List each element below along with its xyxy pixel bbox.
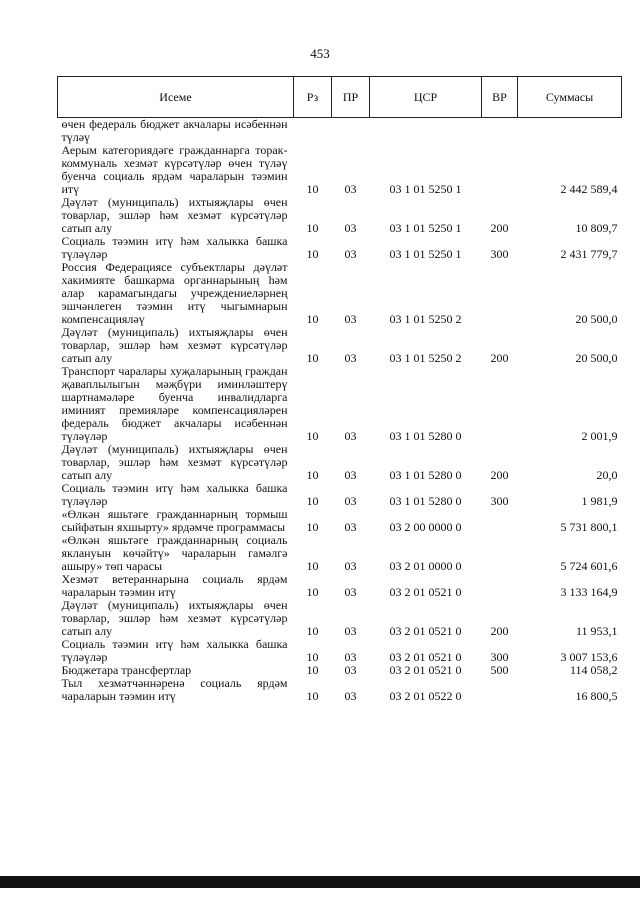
table-row xyxy=(58,573,622,599)
cell-pr: 03 xyxy=(344,559,357,573)
cell-sum: 20 500,0 xyxy=(575,312,618,326)
cell-rz: 10 xyxy=(306,247,319,261)
cell-name: Бюджетара трансфертлар xyxy=(61,663,192,677)
cell-rz: 10 xyxy=(306,663,319,677)
cell-sum: 2 431 779,7 xyxy=(560,247,618,261)
cell-name: Социаль тәэмин итү һәм халыкка башка түләүләр xyxy=(61,234,288,261)
cell-vr xyxy=(482,534,518,573)
cell-sum: 20,0 xyxy=(596,468,618,482)
table-row xyxy=(58,118,622,145)
cell-vr xyxy=(482,677,518,703)
cell-rz: 10 xyxy=(306,559,319,573)
cell-rz: 10 xyxy=(306,468,319,482)
cell-name: Дәүләт (муниципаль) ихтыяҗлары өчен товарлар, эшләр һәм хезмәт күрсәтүләр сатып алу xyxy=(61,442,288,482)
cell-rz xyxy=(294,118,332,145)
cell-vr: 200 xyxy=(490,351,509,365)
cell-vr xyxy=(482,365,518,443)
cell-rz: 10 xyxy=(306,520,319,534)
cell-sum: 114 058,2 xyxy=(569,663,618,677)
cell-pr: 03 xyxy=(344,429,357,443)
cell-sum: 20 500,0 xyxy=(575,351,618,365)
cell-pr: 03 xyxy=(344,312,357,326)
cell-csr xyxy=(370,118,482,145)
cell-name: Россия Федерациясе субъектлары дәүләт хакимияте башкарма органнарының һәм алар карамагындагы учреждениеләрнең эшчәнлеген тәэмин итү чыгымнарын компенсацияләү xyxy=(61,260,288,326)
cell-csr: 03 1 01 5280 0 xyxy=(389,494,462,508)
cell-pr: 03 xyxy=(344,468,357,482)
cell-pr: 03 xyxy=(344,221,357,235)
cell-rz: 10 xyxy=(306,494,319,508)
cell-name: Дәүләт (муниципаль) ихтыяҗлары өчен товарлар, эшләр һәм хезмәт күрсәтүләр сатып алу xyxy=(61,325,288,365)
cell-pr: 03 xyxy=(344,182,357,196)
cell-pr: 03 xyxy=(344,585,357,599)
cell-sum: 3 007 153,6 xyxy=(560,650,618,664)
cell-sum: 3 133 164,9 xyxy=(560,585,618,599)
cell-vr xyxy=(482,261,518,326)
cell-csr: 03 1 01 5250 2 xyxy=(389,351,462,365)
cell-rz: 10 xyxy=(306,312,319,326)
cell-vr: 200 xyxy=(490,221,509,235)
cell-csr: 03 2 01 0521 0 xyxy=(389,624,462,638)
table-body xyxy=(58,118,622,704)
cell-csr: 03 1 01 5250 1 xyxy=(389,247,462,261)
cell-vr: 300 xyxy=(490,650,509,664)
cell-csr: 03 2 01 0521 0 xyxy=(389,663,462,677)
header-vr: ВР xyxy=(482,77,518,118)
cell-pr: 03 xyxy=(344,624,357,638)
cell-name: өчен федераль бюджет акчалары исәбеннән түләү xyxy=(61,117,288,144)
cell-sum: 2 442 589,4 xyxy=(560,182,618,196)
cell-rz: 10 xyxy=(306,182,319,196)
cell-name: Дәүләт (муниципаль) ихтыяҗлары өчен товарлар, эшләр һәм хезмәт күрсәтүләр сатып алу xyxy=(61,598,288,638)
cell-vr: 500 xyxy=(490,663,509,677)
cell-csr: 03 1 01 5280 0 xyxy=(389,429,462,443)
cell-name: Тыл хезмәтчәннәренә социаль ярдәм чараларын тәэмин итү xyxy=(61,676,288,703)
cell-vr: 300 xyxy=(490,494,509,508)
cell-csr: 03 1 01 5250 1 xyxy=(389,182,462,196)
cell-vr xyxy=(482,118,518,145)
cell-name: Транспорт чаралары хуҗаларының граждан җаваплылыгын мәҗбүри иминләштерү шартнамәләре буенча инвалидларга иминият премияләре компенсацияләрен федераль бюджет акчалары исәбеннән түләүләр xyxy=(61,364,288,443)
header-sum: Суммасы xyxy=(518,77,622,118)
table-row xyxy=(58,196,622,235)
cell-csr: 03 2 01 0521 0 xyxy=(389,650,462,664)
header-pr: ПР xyxy=(332,77,370,118)
cell-pr: 03 xyxy=(344,351,357,365)
cell-vr xyxy=(482,144,518,196)
cell-name: Хезмәт ветераннарына социаль ярдәм чараларын тәэмин итү xyxy=(61,572,288,599)
table-row xyxy=(58,326,622,365)
cell-rz: 10 xyxy=(306,689,319,703)
cell-csr: 03 1 01 5280 0 xyxy=(389,468,462,482)
cell-sum: 16 800,5 xyxy=(575,689,618,703)
table-row xyxy=(58,482,622,508)
cell-rz: 10 xyxy=(306,624,319,638)
header-csr: ЦСР xyxy=(370,77,482,118)
cell-name: Социаль тәэмин итү һәм халыкка башка түләүләр xyxy=(61,481,288,508)
table-row xyxy=(58,599,622,638)
cell-sum: 1 981,9 xyxy=(581,494,618,508)
table-row xyxy=(58,144,622,196)
cell-sum xyxy=(518,118,622,145)
cell-sum: 2 001,9 xyxy=(581,429,618,443)
cell-vr: 300 xyxy=(490,247,509,261)
cell-pr: 03 xyxy=(344,689,357,703)
cell-sum: 5 731 800,1 xyxy=(560,520,618,534)
header-name: Исеме xyxy=(58,77,294,118)
table-row xyxy=(58,261,622,326)
cell-vr xyxy=(482,573,518,599)
cell-rz: 10 xyxy=(306,585,319,599)
table-row xyxy=(58,534,622,573)
cell-pr: 03 xyxy=(344,494,357,508)
table-row xyxy=(58,443,622,482)
cell-csr: 03 1 01 5250 2 xyxy=(389,312,462,326)
cell-rz: 10 xyxy=(306,429,319,443)
cell-pr: 03 xyxy=(344,247,357,261)
table-header-row xyxy=(58,77,622,118)
cell-pr xyxy=(332,118,370,145)
cell-vr: 200 xyxy=(490,624,509,638)
cell-rz: 10 xyxy=(306,221,319,235)
cell-name: Аерым категориядәге гражданнарга торак-коммуналь хезмәт күрсәтүләр өчен түләү буенча социаль ярдәм чараларын тәэмин итү xyxy=(61,143,288,196)
cell-name: Социаль тәэмин итү һәм халыкка башка түләүләр xyxy=(61,637,288,664)
scan-border xyxy=(0,876,640,888)
cell-csr: 03 2 00 0000 0 xyxy=(389,520,462,534)
cell-name: «Өлкән яшьтәге гражданнарның тормыш сыйфатын яхшырту» ярдәмче программасы xyxy=(61,507,288,534)
cell-csr: 03 1 01 5250 1 xyxy=(389,221,462,235)
header-rz: Рз xyxy=(294,77,332,118)
table-row xyxy=(58,638,622,664)
cell-rz: 10 xyxy=(306,650,319,664)
cell-pr: 03 xyxy=(344,520,357,534)
cell-pr: 03 xyxy=(344,663,357,677)
cell-vr: 200 xyxy=(490,468,509,482)
cell-vr xyxy=(482,508,518,534)
cell-name: «Өлкән яшьтәге гражданнарның социаль яклануын көчәйтү» чараларын гамәлгә ашыру» төп чарасы xyxy=(61,533,288,573)
page-number: 453 xyxy=(310,46,330,61)
budget-table xyxy=(57,76,622,703)
cell-pr: 03 xyxy=(344,650,357,664)
table-row xyxy=(58,235,622,261)
cell-sum: 5 724 601,6 xyxy=(560,559,618,573)
cell-name: Дәүләт (муниципаль) ихтыяҗлары өчен товарлар, эшләр һәм хезмәт күрсәтүләр сатып алу xyxy=(61,195,288,235)
table-row xyxy=(58,508,622,534)
cell-csr: 03 2 01 0521 0 xyxy=(389,585,462,599)
cell-sum: 10 809,7 xyxy=(575,221,618,235)
table-row xyxy=(58,365,622,443)
table-row xyxy=(58,677,622,703)
cell-csr: 03 2 01 0522 0 xyxy=(389,689,462,703)
cell-rz: 10 xyxy=(306,351,319,365)
cell-csr: 03 2 01 0000 0 xyxy=(389,559,462,573)
cell-sum: 11 953,1 xyxy=(575,624,618,638)
